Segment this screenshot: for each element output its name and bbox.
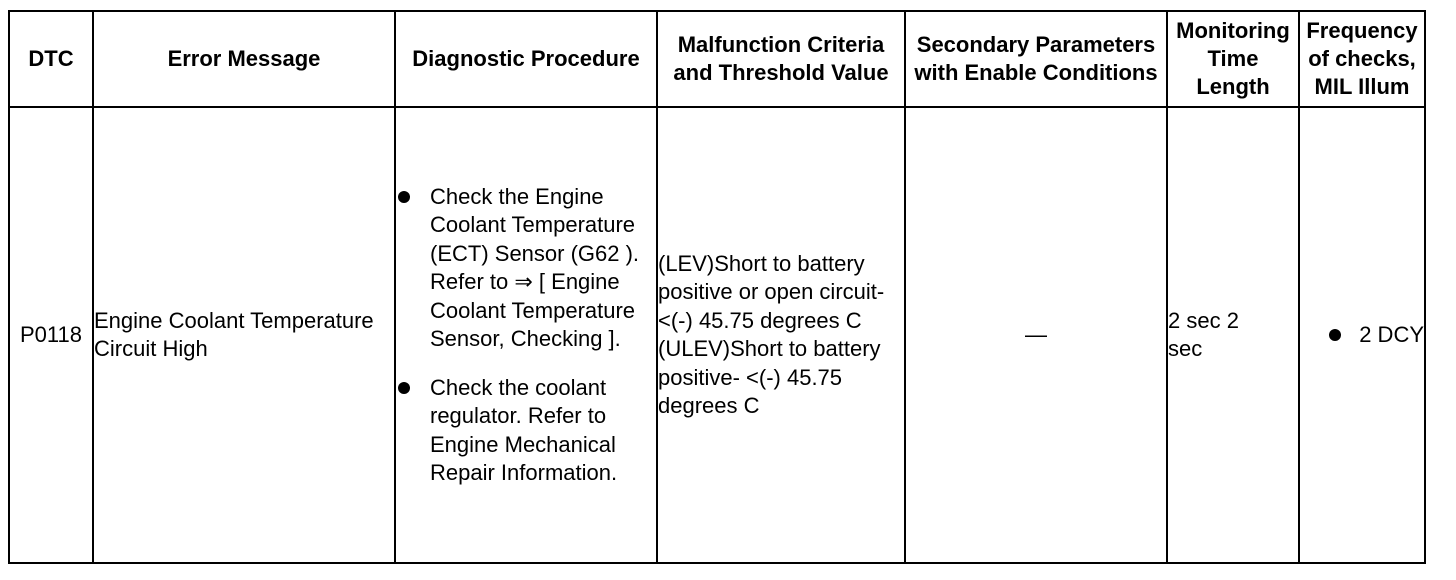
procedure-list (396, 183, 656, 488)
header-dtc: DTC (9, 11, 93, 107)
cell-malfunction-criteria (657, 107, 905, 563)
header-row (9, 11, 1425, 107)
bullet-icon (398, 191, 410, 203)
frequency-text: 2 DCY (1359, 321, 1424, 347)
procedure-text: Check the coolant regulator. Refer to Engine Mechanical Repair Information. (430, 374, 618, 485)
header-frequency: Frequency of checks, MIL Illum (1299, 11, 1425, 107)
header-diagnostic-procedure: Diagnostic Procedure (395, 11, 657, 107)
cell-diagnostic-procedure (395, 107, 657, 563)
bullet-icon (398, 382, 410, 394)
table-row (9, 107, 1425, 563)
header-secondary-parameters: Secondary Parameters with Enable Conditions (905, 11, 1167, 107)
bullet-icon (1329, 329, 1341, 341)
frequency-item (1329, 321, 1424, 350)
header-error-message: Error Message (93, 11, 395, 107)
cell-secondary-parameters: — (905, 107, 1167, 563)
cell-dtc-code: P0118 (9, 107, 93, 563)
criteria-ulev: (ULEV)Short to battery positive- <(-) 45.75 degrees C (658, 336, 881, 418)
dtc-table (8, 10, 1426, 564)
cell-monitoring-time (1167, 107, 1299, 563)
cell-frequency (1299, 107, 1425, 563)
procedure-text: Check the Engine Coolant Temperature (ECT) Sensor (G62 ). Refer to ⇒ [ Engine Coolant Temperature Sensor, Checking ]. (430, 183, 640, 351)
cell-error-message: Engine Coolant Temperature Circuit High (93, 107, 395, 563)
header-monitoring-time: Monitoring Time Length (1167, 11, 1299, 107)
list-item (396, 183, 656, 354)
list-item (396, 374, 656, 488)
criteria-lev: (LEV)Short to battery positive or open circuit- <(-) 45.75 degrees C (658, 250, 885, 333)
monitoring-time-text: 2 sec 2 sec (1168, 307, 1239, 361)
header-malfunction-criteria: Malfunction Criteria and Threshold Value (657, 11, 905, 107)
